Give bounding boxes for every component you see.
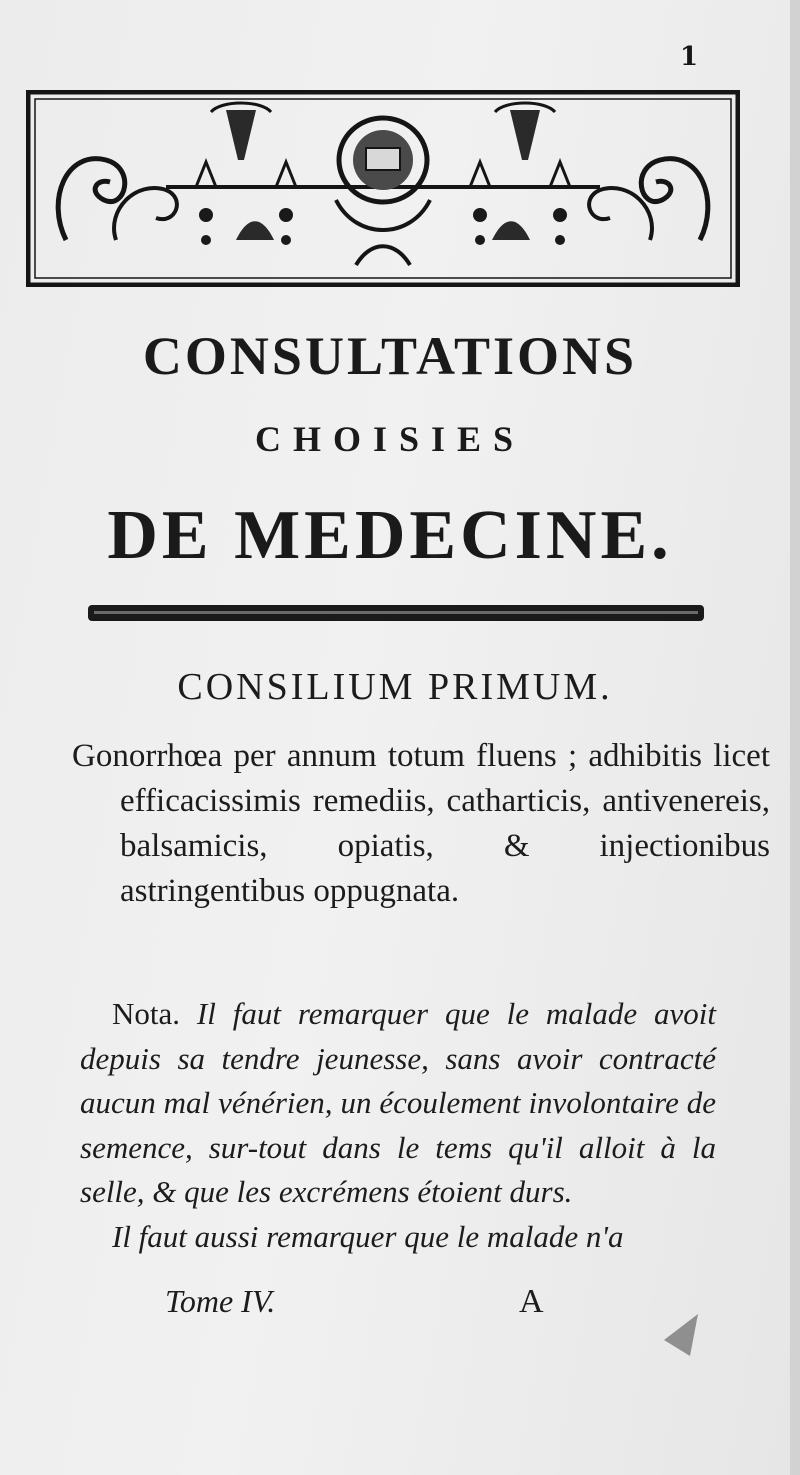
ornamental-headpiece — [26, 90, 740, 287]
decorative-rule — [86, 602, 706, 624]
note-paragraph-1 — [80, 992, 716, 1215]
page-tear-mark — [662, 1310, 702, 1360]
page-number: 1 — [680, 42, 699, 72]
gathering-signature: A — [519, 1283, 544, 1320]
title-line-2: CHOISIES — [254, 419, 526, 459]
volume-signature: Tome IV. — [165, 1283, 276, 1319]
page-edge-shadow — [790, 0, 800, 1475]
case-summary: Gonorrhœa per annum totum fluens ; adhibitis licet efficacissimis remediis, catharticis, antivenereis, balsamicis, opiatis, & injectionibus astringentibus oppugnata. — [72, 738, 770, 909]
section-heading: CONSILIUM PRIMUM. — [177, 666, 613, 708]
note-text: Il faut remarquer que le malade avoit depuis sa tendre jeunesse, sans avoir contracté aucun mal vénérien, un écoulement involontaire de semence, sur-tout dans le tems qu'il alloit à la selle, & que les excrémens étoient durs. — [80, 996, 717, 1209]
note-label: Nota. — [112, 996, 181, 1031]
title-line-3: DE MEDECINE. — [107, 497, 673, 574]
title-line-1: CONSULTATIONS — [142, 326, 638, 386]
note-block — [80, 992, 716, 1259]
note-paragraph-2: Il faut aussi remarquer que le malade n'a — [112, 1218, 624, 1254]
